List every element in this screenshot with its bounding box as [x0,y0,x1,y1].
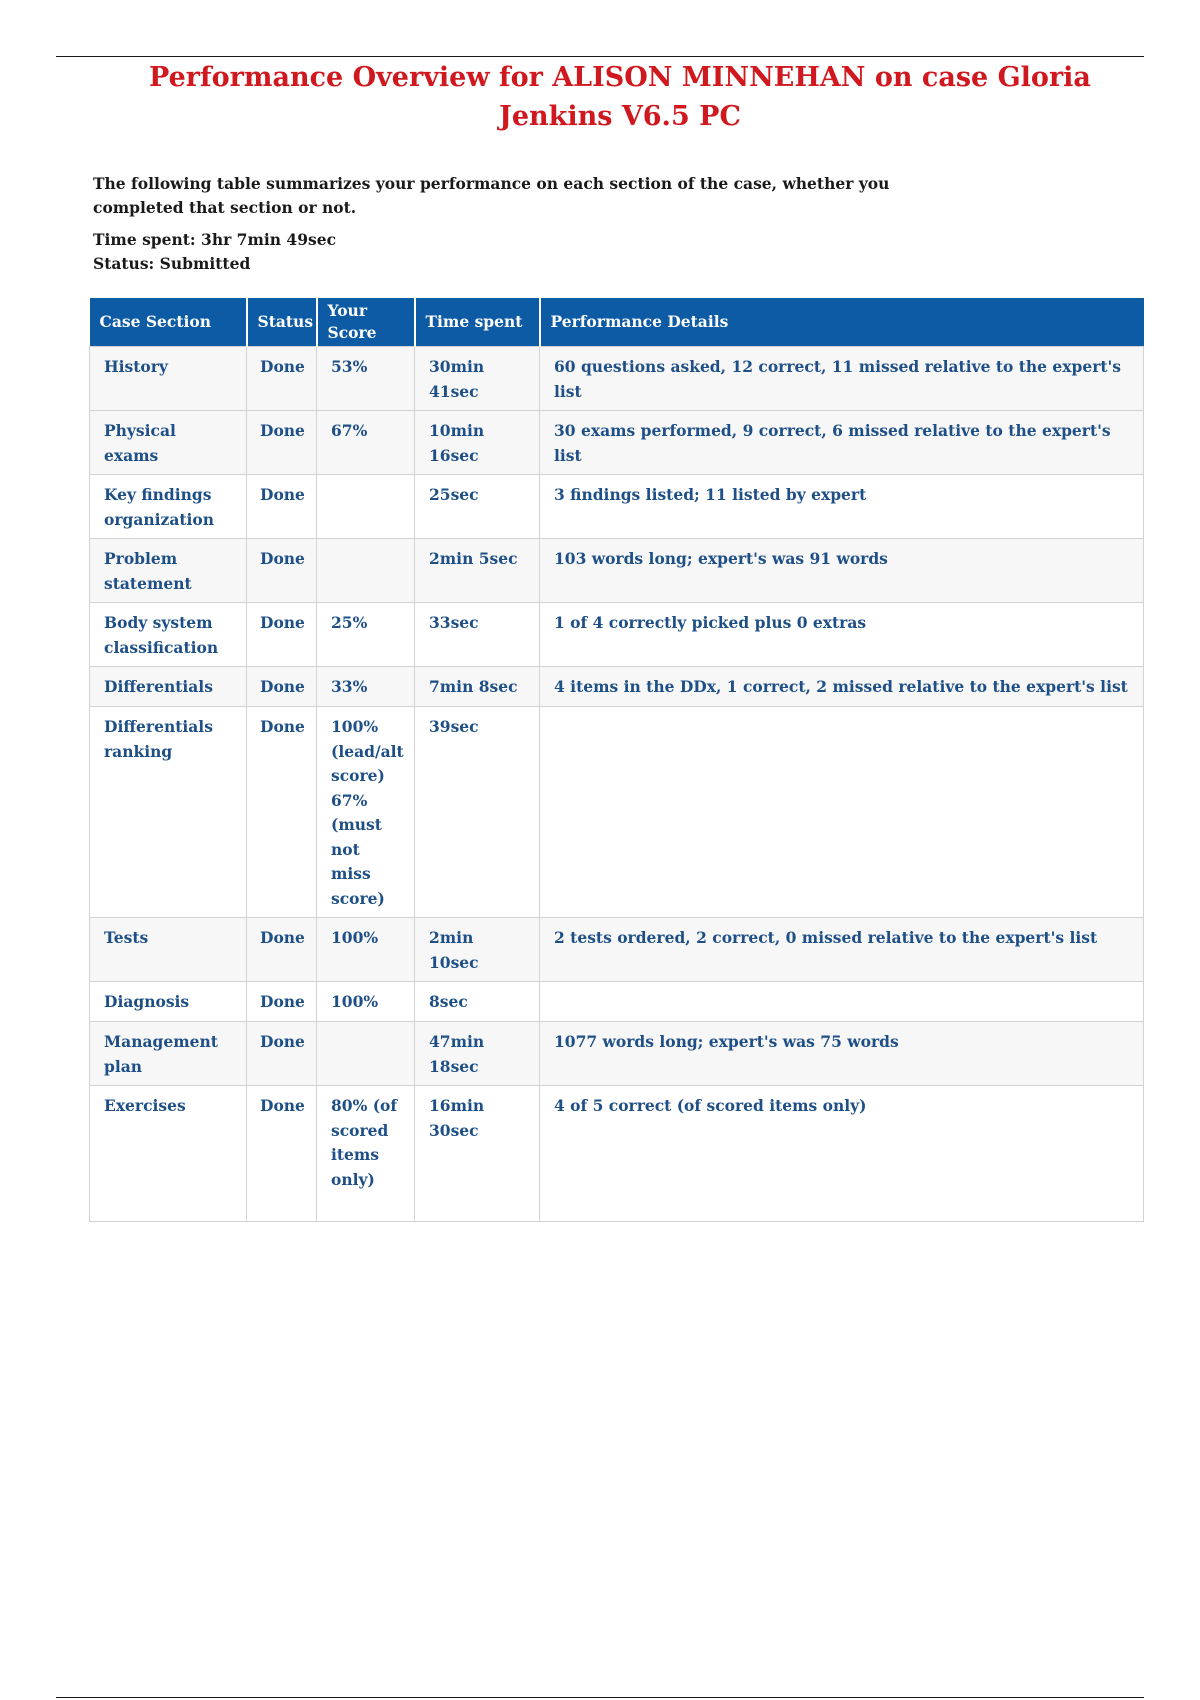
table-row [90,918,1144,982]
table-row [90,347,1144,411]
cell-section: Diagnosis [90,982,247,1022]
header-performance-details: Performance Details [540,298,1144,347]
cell-score: 100% [317,918,415,982]
page-title: Performance Overview for ALISON MINNEHAN on case Gloria Jenkins V6.5 PC [149,62,1091,132]
cell-status: Done [247,347,317,411]
cell-status: Done [247,1022,317,1086]
cell-details: 60 questions asked, 12 correct, 11 missed relative to the expert's list [540,347,1144,411]
cell-score: 53% [317,347,415,411]
cell-section: Physical exams [90,411,247,475]
cell-section: Exercises [90,1086,247,1222]
cell-score: 67% [317,411,415,475]
cell-details [540,707,1144,918]
cell-details: 1 of 4 correctly picked plus 0 extras [540,603,1144,667]
header-status: Status [247,298,317,347]
cell-section: Key findings organization [90,475,247,539]
table-header-row [90,298,1144,347]
performance-table [89,298,1144,1222]
cell-section: Differentials ranking [90,707,247,918]
cell-score [317,1022,415,1086]
cell-time: 47min 18sec [415,1022,540,1086]
cell-section: History [90,347,247,411]
header-your-score: Your Score [317,298,415,347]
cell-time: 2min 5sec [415,539,540,603]
cell-details: 4 items in the DDx, 1 correct, 2 missed relative to the expert's list [540,667,1144,707]
cell-status: Done [247,1086,317,1222]
cell-time: 16min 30sec [415,1086,540,1222]
cell-details: 4 of 5 correct (of scored items only) [540,1086,1144,1222]
table-row [90,1086,1144,1222]
cell-section: Tests [90,918,247,982]
time-spent-total: Time spent: 3hr 7min 49sec [93,230,337,249]
cell-time: 7min 8sec [415,667,540,707]
cell-score: 100% [317,982,415,1022]
header-time-spent: Time spent [415,298,540,347]
cell-time: 8sec [415,982,540,1022]
intro-text: The following table summarizes your performance on each section of the case, whether you completed that section or not. [93,174,890,217]
cell-status: Done [247,475,317,539]
header-case-section: Case Section [90,298,247,347]
cell-status: Done [247,667,317,707]
intro-block [93,172,953,273]
cell-section: Body system classification [90,603,247,667]
table-row [90,539,1144,603]
cell-details [540,982,1144,1022]
cell-status: Done [247,539,317,603]
table-row [90,1022,1144,1086]
cell-section: Differentials [90,667,247,707]
table-row [90,603,1144,667]
table-row [90,667,1144,707]
bottom-rule [56,1697,1144,1698]
cell-details: 103 words long; expert's was 91 words [540,539,1144,603]
cell-section: Management plan [90,1022,247,1086]
cell-time: 10min 16sec [415,411,540,475]
submission-status: Status: Submitted [93,254,251,273]
cell-time: 2min 10sec [415,918,540,982]
cell-section: Problem statement [90,539,247,603]
cell-status: Done [247,603,317,667]
cell-score: 100% (lead/alt score) 67% (must not miss score) [317,707,415,918]
cell-score [317,539,415,603]
cell-status: Done [247,918,317,982]
summary-block [93,228,693,276]
cell-score [317,475,415,539]
cell-details: 2 tests ordered, 2 correct, 0 missed relative to the expert's list [540,918,1144,982]
cell-status: Done [247,411,317,475]
cell-details: 1077 words long; expert's was 75 words [540,1022,1144,1086]
cell-score: 25% [317,603,415,667]
cell-time: 30min 41sec [415,347,540,411]
table-row [90,411,1144,475]
table-row [90,707,1144,918]
cell-status: Done [247,982,317,1022]
cell-time: 39sec [415,707,540,918]
cell-details: 3 findings listed; 11 listed by expert [540,475,1144,539]
top-rule [56,56,1144,57]
cell-time: 25sec [415,475,540,539]
cell-score: 80% (of scored items only) [317,1086,415,1222]
cell-status: Done [247,707,317,918]
cell-score: 33% [317,667,415,707]
cell-time: 33sec [415,603,540,667]
cell-details: 30 exams performed, 9 correct, 6 missed relative to the expert's list [540,411,1144,475]
table-row [90,475,1144,539]
table-row [90,982,1144,1022]
